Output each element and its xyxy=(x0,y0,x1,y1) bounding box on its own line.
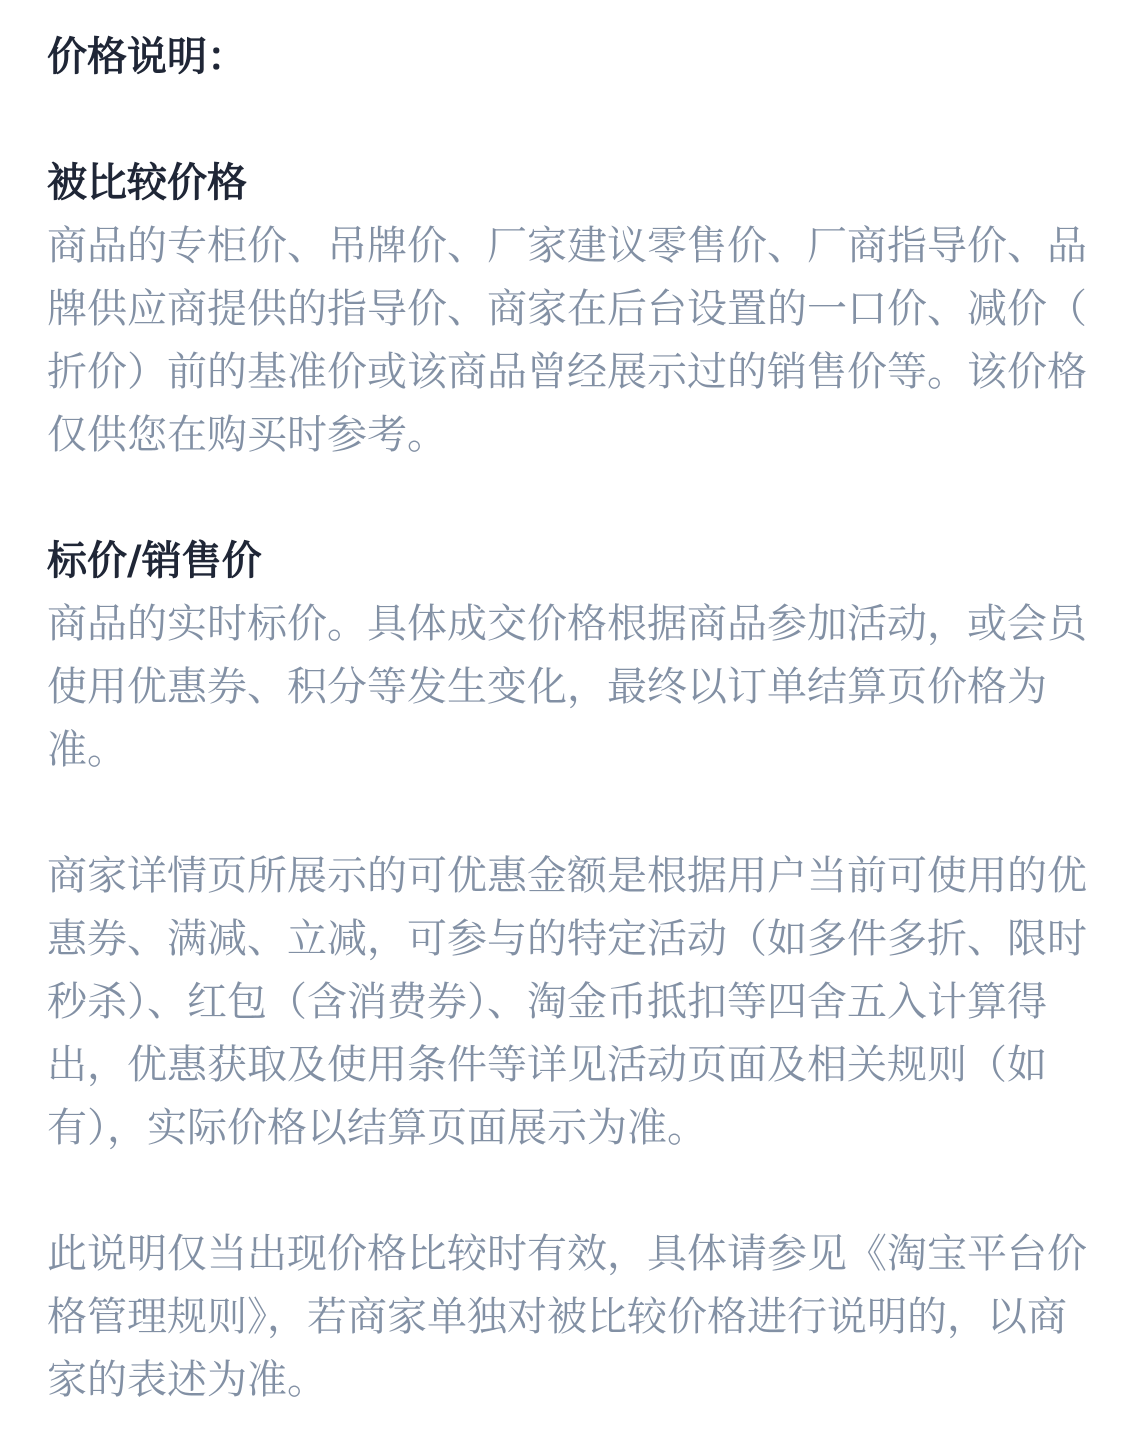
spacer xyxy=(47,782,1087,845)
paragraph-line: 商品的专柜价、吊牌价、厂家建议零售价、厂商指导价、品 xyxy=(47,223,1087,269)
paragraph-discount-calculation xyxy=(47,845,1087,1160)
section-compared-price xyxy=(47,152,1087,467)
spacer xyxy=(47,1160,1087,1223)
paragraph-line: 有），实际价格以结算页面展示为准。 xyxy=(47,1105,707,1151)
paragraph-line: 格管理规则》，若商家单独对被比较价格进行说明的，以商 xyxy=(47,1294,1067,1340)
paragraph-line: 惠券、满减、立减，可参与的特定活动（如多件多折、限时 xyxy=(47,916,1087,962)
spacer xyxy=(47,89,1087,152)
paragraph-line: 仅供您在购买时参考。 xyxy=(47,412,447,458)
paragraph-line: 折价）前的基准价或该商品曾经展示过的销售价等。该价格 xyxy=(47,349,1087,395)
paragraph-line: 秒杀）、红包（含消费券）、淘金币抵扣等四舍五入计算得 xyxy=(47,979,1047,1025)
page-title: 价格说明： xyxy=(47,34,247,80)
section-heading-list-price: 标价/销售价 xyxy=(47,538,262,584)
paragraph-line: 家的表述为准。 xyxy=(47,1357,327,1403)
section-list-price xyxy=(47,530,1087,782)
paragraph-line: 牌供应商提供的指导价、商家在后台设置的一口价、减价（ xyxy=(47,286,1087,332)
paragraph-validity-note xyxy=(47,1223,1087,1412)
paragraph-line: 准。 xyxy=(47,727,127,773)
section-heading-compared-price: 被比较价格 xyxy=(47,160,247,206)
paragraph-line: 商品的实时标价。具体成交价格根据商品参加活动，或会员 xyxy=(47,601,1087,647)
paragraph-line: 此说明仅当出现价格比较时有效，具体请参见《淘宝平台价 xyxy=(47,1231,1087,1277)
paragraph-line: 商家详情页所展示的可优惠金额是根据用户当前可使用的优 xyxy=(47,853,1087,899)
spacer xyxy=(47,467,1087,530)
paragraph-line: 使用优惠券、积分等发生变化，最终以订单结算页价格为 xyxy=(47,664,1047,710)
paragraph-line: 出，优惠获取及使用条件等详见活动页面及相关规则（如 xyxy=(47,1042,1047,1088)
